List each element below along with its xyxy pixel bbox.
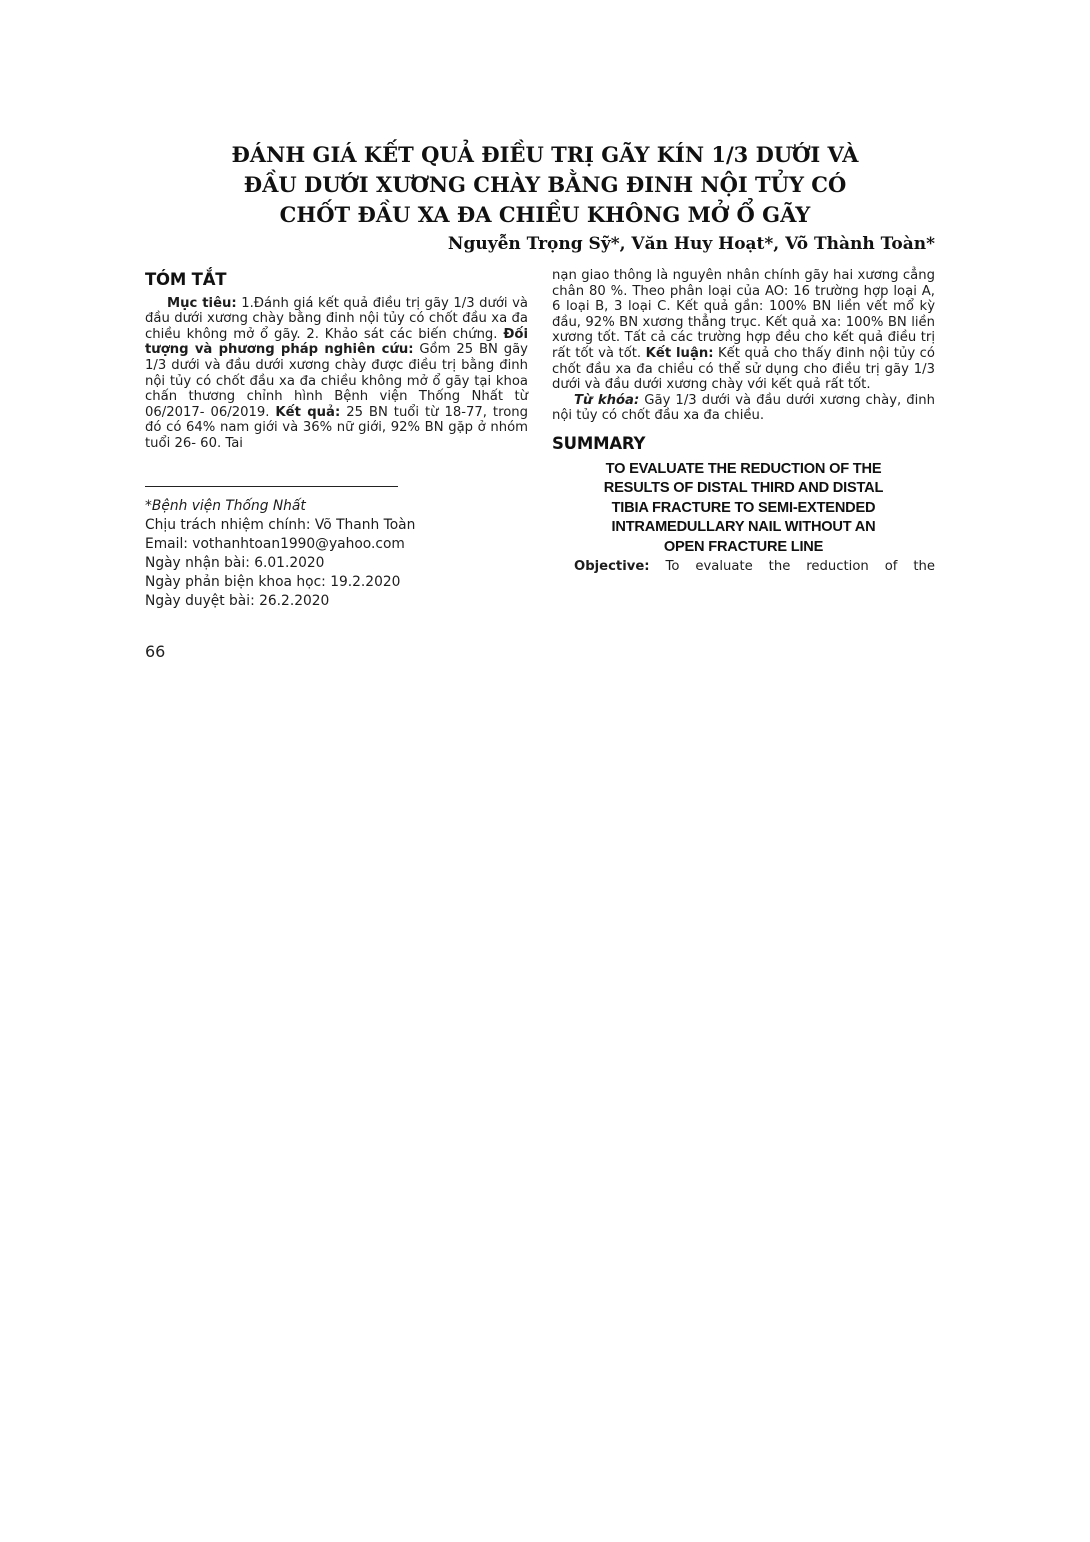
methods-label: Đối tượng và phương pháp nghiên cứu: <box>145 326 528 358</box>
results-text-left: 25 BN tuổi từ 18-77, trong đó có 64% nam giới và 36% nữ giới, 92% BN gặp ở nhóm tuổi 26- 60. Tai <box>145 404 529 451</box>
right-column <box>552 268 935 575</box>
keywords-paragraph <box>552 393 935 424</box>
english-title-line-1: TO EVALUATE THE REDUCTION OF THE <box>605 460 882 477</box>
objective-text: 1.Đánh giá kết quả điều trị gãy 1/3 dưới và đầu dưới xương chày bằng đinh nội tủy có chốt đầu xa đa chiều không mở ổ gãy. 2. Khảo sát các biến chứng. <box>145 295 528 342</box>
abstract-paragraph-left <box>145 296 528 452</box>
left-column <box>145 268 528 452</box>
abstract-heading: TÓM TẮT <box>145 270 227 289</box>
english-title-line-5: OPEN FRACTURE LINE <box>663 538 824 555</box>
english-title <box>552 460 935 558</box>
english-title-line-4: INTRAMEDULLARY NAIL WITHOUT AN <box>611 519 876 536</box>
summary-objective-label: Objective: <box>574 559 650 575</box>
keywords-label: Từ khóa: <box>574 392 640 408</box>
objective-label: Mục tiêu: <box>167 295 237 311</box>
summary-objective-paragraph <box>552 559 935 575</box>
keywords-text: Gãy 1/3 dưới và đầu dưới xương chày, đinh nội tủy có chốt đầu xa đa chiều. <box>552 392 935 424</box>
footnote-responsible: Chịu trách nhiệm chính: Võ Thanh Toàn <box>145 517 416 533</box>
conclusion-label: Kết luận: <box>645 345 714 361</box>
methods-text: Gồm 25 BN gãy 1/3 dưới và đầu dưới xương chày được điều trị bằng đinh nội tủy có chốt đầu xa đa chiều không mở ổ gãy tại khoa chấn thương chỉnh hình Bệnh viện Thống Nhất từ 06/2017- 06/2019. <box>145 342 528 420</box>
english-title-line-3: TIBIA FRACTURE TO SEMI-EXTENDED <box>611 499 876 516</box>
footnote-affiliation: *Bệnh viện Thống Nhất <box>145 498 306 514</box>
footnotes <box>145 497 505 611</box>
title-line-2: ĐẦU DƯỚI XƯƠNG CHÀY BẰNG ĐINH NỘI TỦY CÓ <box>243 172 847 197</box>
footnote-accepted-date: Ngày duyệt bài: 26.2.2020 <box>145 593 330 609</box>
conclusion-text: Kết quả cho thấy đinh nội tủy có chốt đầu xa đa chiều có thể sử dụng cho điều trị gãy 1/3 dưới và đầu dưới xương chày với kết quả rất tốt. <box>552 345 935 393</box>
footnote-review-date: Ngày phản biện khoa học: 19.2.2020 <box>145 574 401 590</box>
english-title-line-2: RESULTS OF DISTAL THIRD AND DISTAL <box>603 480 884 497</box>
summary-objective-text: To evaluate the reduction of the <box>649 559 935 575</box>
footnote-received-date: Ngày nhận bài: 6.01.2020 <box>145 555 325 571</box>
abstract-paragraph-right <box>552 268 935 393</box>
paper-title <box>150 140 940 230</box>
summary-heading: SUMMARY <box>552 433 646 453</box>
footnote-divider <box>145 486 398 487</box>
footnote-email: Email: vothanhtoan1990@yahoo.com <box>145 536 405 552</box>
title-line-3: CHỐT ĐẦU XA ĐA CHIỀU KHÔNG MỞ Ổ GÃY <box>279 202 811 227</box>
author-list: Nguyễn Trọng Sỹ*, Văn Huy Hoạt*, Võ Thành Toàn* <box>447 234 935 254</box>
title-line-1: ĐÁNH GIÁ KẾT QUẢ ĐIỀU TRỊ GÃY KÍN 1/3 DƯỚI VÀ <box>231 142 859 167</box>
results-text-right: nạn giao thông là nguyên nhân chính gãy hai xương cẳng chân 80 %. Theo phân loại của AO: 16 trường hợp loại A, 6 loại B, 3 loại C. Kết quả gần: 100% BN liền vết mổ kỳ đầu, 92% BN xương thẳng trục. Kết quả xa: 100% BN liền xương tốt. Tất cả các trường hợp đều cho kết quả điều trị rất tốt và tốt. <box>552 268 935 361</box>
page-number: 66 <box>145 642 166 661</box>
results-label: Kết quả: <box>275 404 341 420</box>
